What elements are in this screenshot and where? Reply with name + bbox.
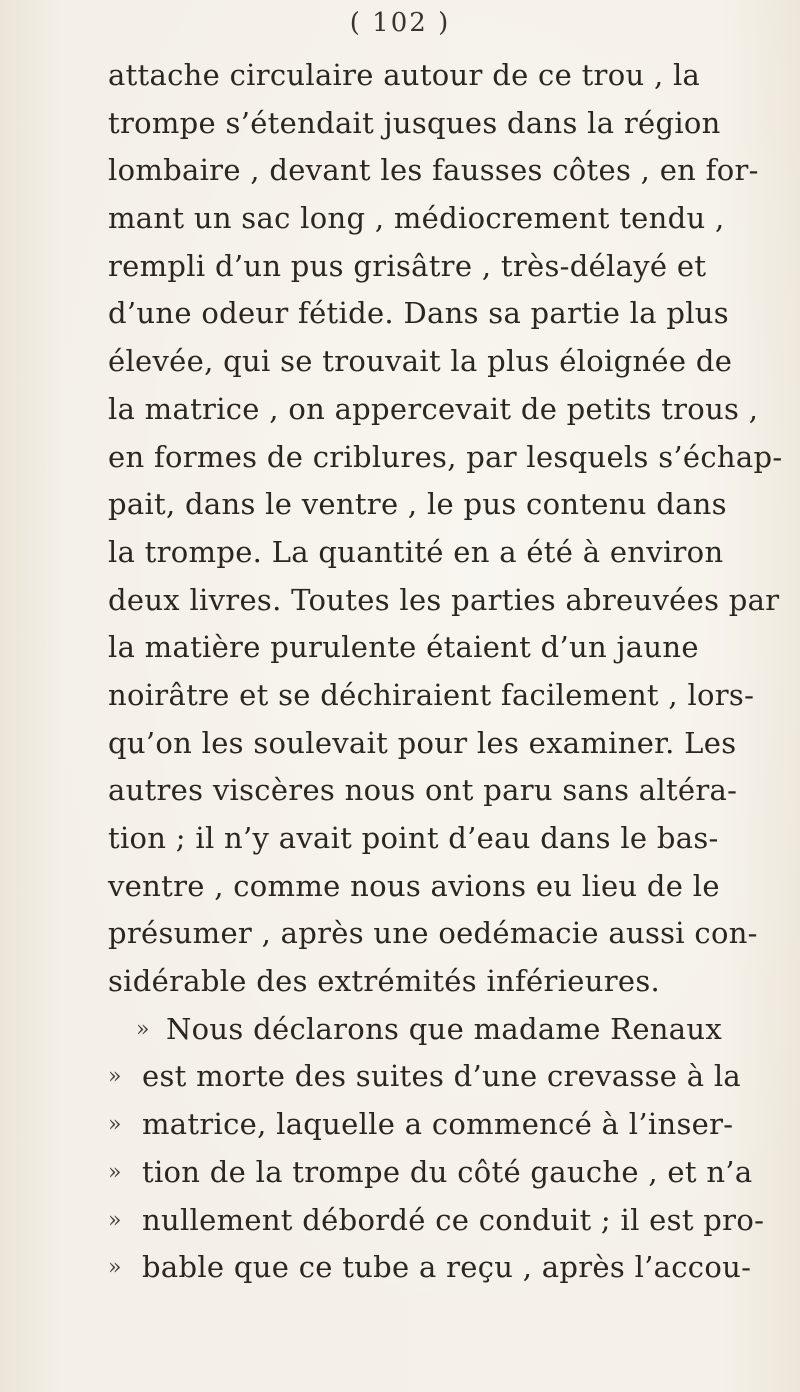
quote-text: bable que ce tube a reçu , après l’accou- [142,1250,752,1285]
text-line: deux livres. Toutes les parties abreuvées par [108,582,780,617]
text-line: la trompe. La quantité en a été à environ [108,534,724,569]
text-line: la matrice , on appercevait de petits trous , [108,391,759,426]
body-text [108,52,788,1292]
quote-line [108,1101,788,1149]
text-line: présumer , après une oedémacie aussi con- [108,916,758,951]
text-line: pait, dans le ventre , le pus contenu dans [108,487,727,522]
quote-text: nullement débordé ce conduit ; il est pro- [142,1202,765,1237]
quote-mark: » [136,1016,150,1042]
quote-text: tion de la trompe du côté gauche , et n’a [142,1154,753,1189]
quote-line [108,1053,788,1101]
quote-text: Nous déclarons que madame Renaux [166,1011,722,1046]
quote-line [108,1244,788,1292]
quote-line [108,1006,788,1054]
quote-text: matrice, laquelle a commencé à l’inser- [142,1107,734,1142]
text-line: sidérable des extrémités inférieures. [108,964,661,999]
text-line: élevée, qui se trouvait la plus éloignée de [108,344,733,379]
text-line: qu’on les soulevait pour les examiner. Les [108,725,737,760]
text-line: noirâtre et se déchiraient facilement , lors- [108,677,755,712]
quote-mark: » [108,1255,122,1281]
text-line: la matière purulente étaient d’un jaune [108,630,699,665]
text-line: attache circulaire autour de ce trou , la [108,58,701,92]
text-line: mant un sac long , médiocrement tendu , [108,201,725,236]
text-line: lombaire , devant les fausses côtes , en for- [108,153,759,188]
text-line: autres viscères nous ont paru sans altéra- [108,773,738,808]
quote-mark: » [108,1064,122,1090]
page-number: ( 102 ) [349,8,451,38]
text-line: en formes de criblures, par lesquels s’échap- [108,439,783,474]
quote-line [108,1197,788,1245]
text-line: ventre , comme nous avions eu lieu de le [108,868,720,903]
quote-text: est morte des suites d’une crevasse à la [142,1059,742,1094]
text-line: tion ; il n’y avait point d’eau dans le bas- [108,821,719,855]
text-line: rempli d’un pus grisâtre , très-délayé et [108,248,707,283]
quote-line [108,1149,788,1197]
quote-mark: » [108,1207,122,1233]
text-line: d’une odeur fétide. Dans sa partie la plus [108,296,729,331]
text-line: trompe s’étendait jusques dans la région [108,105,721,140]
quote-mark: » [108,1112,122,1138]
quote-mark: » [108,1159,122,1185]
